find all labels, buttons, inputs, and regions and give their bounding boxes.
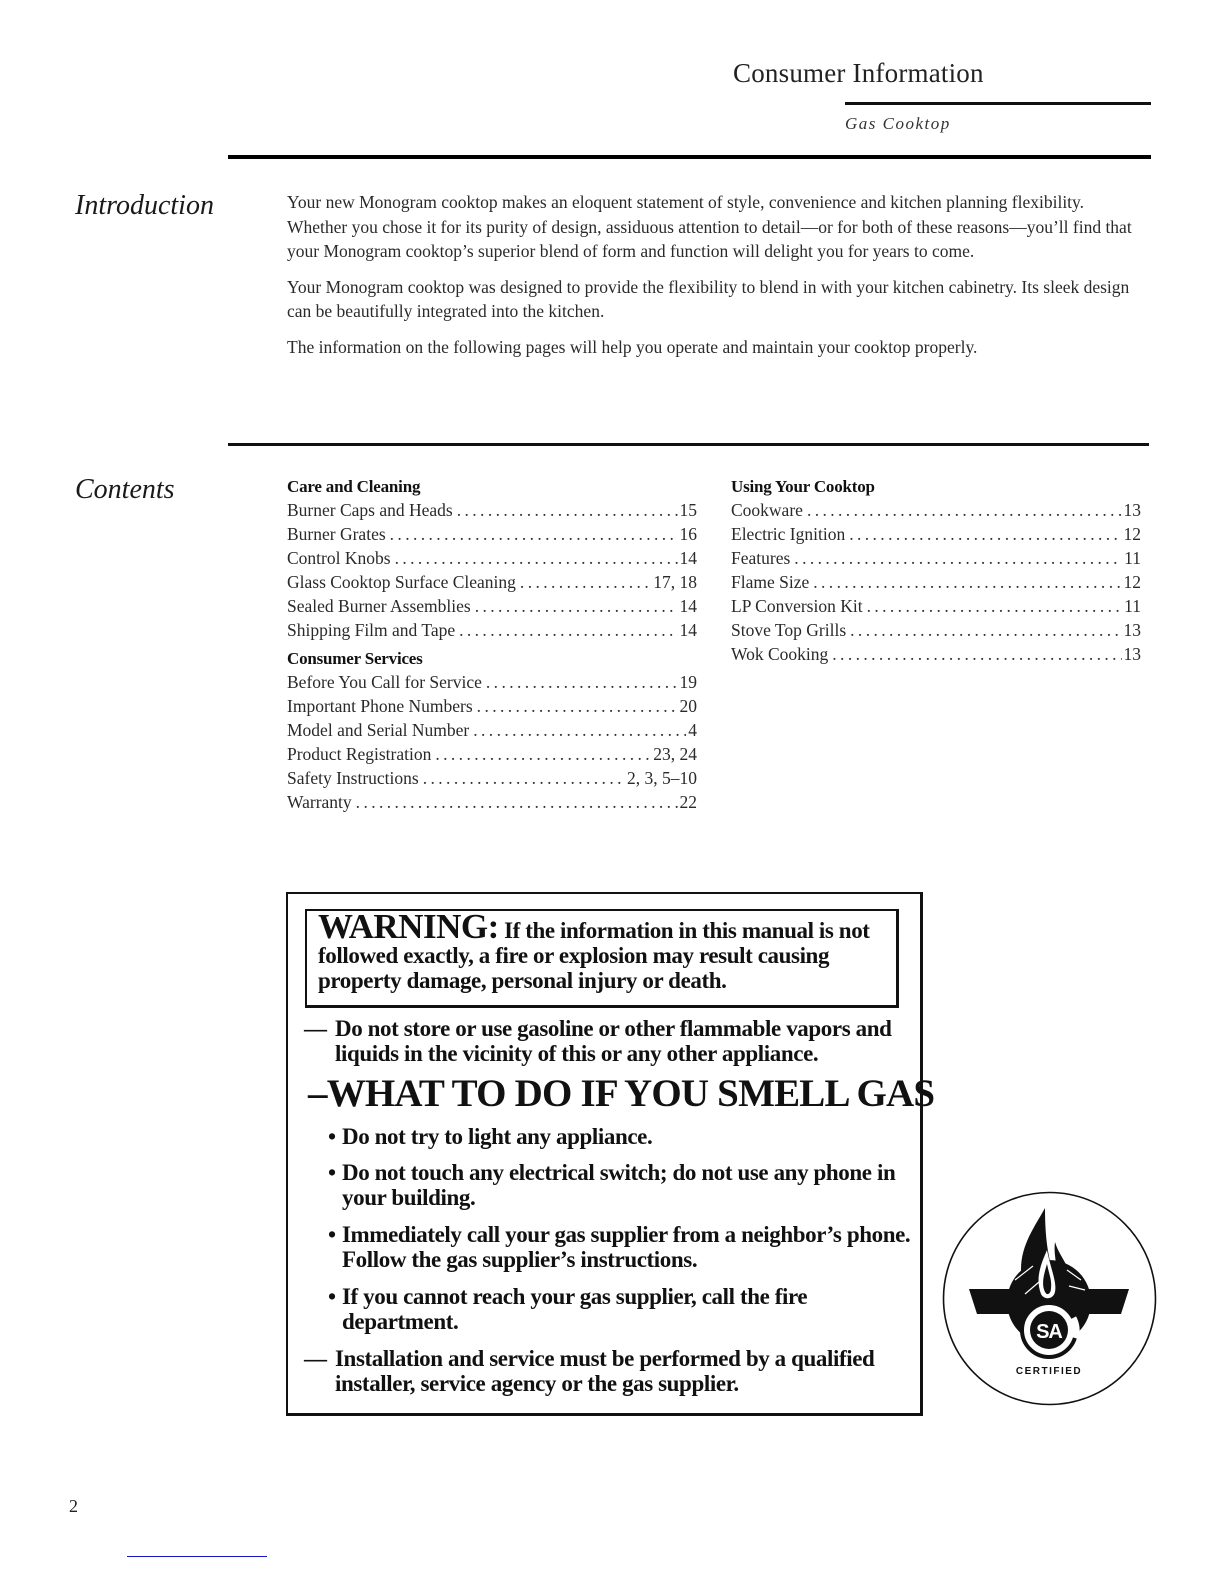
footer-link-underline[interactable]	[127, 1556, 267, 1557]
toc-group-using-cooktop	[731, 476, 1141, 666]
toc-entry-page: 11	[1124, 596, 1141, 616]
toc-entry-page: 13	[1123, 620, 1141, 640]
toc-entry-label: Warranty	[287, 792, 352, 812]
toc-entry-page: 23, 24	[653, 744, 697, 764]
toc-entry[interactable]	[287, 522, 697, 546]
bullet-icon: •	[328, 1160, 336, 1185]
toc-entry[interactable]	[731, 594, 1141, 618]
toc-entry[interactable]	[287, 670, 697, 694]
intro-paragraph: The information on the following pages will help you operate and maintain your cooktop properly.	[287, 336, 978, 357]
toc-entry-label: Cookware	[731, 500, 803, 520]
toc-entry[interactable]	[731, 522, 1141, 546]
toc-entry-page: 14	[679, 548, 697, 568]
smell-gas-bullet	[328, 1160, 918, 1210]
toc-entry-page: 15	[679, 500, 697, 520]
toc-entry[interactable]	[287, 790, 697, 814]
logo-c-gap	[1073, 1318, 1076, 1338]
intro-paragraph: Your new Monogram cooktop makes an eloquent statement of style, convenience and kitchen planning flexibility. Whether you chose it for its purity of design, assiduous attention to detail—or for both of these reasons—you’ll find that your Monogram cooktop’s superior blend of form and function will delight you for years to come.	[287, 192, 1132, 261]
toc-entry-page: 2, 3, 5–10	[627, 768, 697, 788]
dot-leader	[813, 570, 1121, 594]
dot-leader	[794, 546, 1122, 570]
toc-entry-label: Safety Instructions	[287, 768, 419, 788]
toc-entry-page: 13	[1123, 644, 1141, 664]
product-subtitle: Gas Cooktop	[845, 114, 951, 133]
dot-leader	[390, 522, 678, 546]
dot-leader	[850, 618, 1121, 642]
toc-entry-page: 20	[679, 696, 697, 716]
toc-column-right	[731, 476, 1141, 672]
toc-entry-page: 4	[688, 720, 697, 740]
toc-group-title: Care and Cleaning	[287, 477, 421, 496]
contents-heading: Contents	[75, 474, 175, 505]
bullet-text: Do not touch any electrical switch; do not use any phone in your building.	[342, 1160, 896, 1210]
toc-entry-label: Shipping Film and Tape	[287, 620, 456, 640]
warning-label: WARNING:	[318, 907, 499, 946]
toc-entry[interactable]	[731, 546, 1141, 570]
dot-leader	[477, 694, 678, 718]
toc-entry[interactable]	[287, 742, 697, 766]
toc-entry[interactable]	[287, 694, 697, 718]
warning-item-installation	[304, 1346, 914, 1396]
toc-column-left	[287, 476, 697, 820]
toc-entry[interactable]	[287, 498, 697, 522]
toc-entry-label: Burner Grates	[287, 524, 386, 544]
dot-leader	[867, 594, 1123, 618]
toc-entry-page: 14	[679, 596, 697, 616]
toc-entry[interactable]	[287, 594, 697, 618]
toc-entry-label: Before You Call for Service	[287, 672, 482, 692]
toc-entry[interactable]	[287, 618, 697, 642]
dot-leader	[486, 670, 678, 694]
dot-leader	[849, 522, 1121, 546]
intro-paragraph: Your Monogram cooktop was designed to provide the flexibility to blend in with your kitchen cabinetry. Its sleek design can be beautifully integrated into the kitchen.	[287, 276, 1130, 321]
toc-entry-page: 22	[679, 792, 697, 812]
toc-entry-label: LP Conversion Kit	[731, 596, 863, 616]
dot-leader	[457, 498, 678, 522]
toc-entry[interactable]	[731, 618, 1141, 642]
bullet-icon: •	[328, 1124, 336, 1149]
toc-group-title: Using Your Cooktop	[731, 477, 875, 496]
logo-sa-text: SA	[1036, 1321, 1062, 1343]
toc-group-title: Consumer Services	[287, 649, 423, 668]
introduction-body	[287, 190, 1147, 370]
toc-entry-label: Important Phone Numbers	[287, 696, 473, 716]
dot-leader	[356, 790, 678, 814]
warning-item-text: Do not store or use gasoline or other flammable vapors and liquids in the vicinity of this or any other appliance.	[335, 1016, 892, 1066]
bullet-text: If you cannot reach your gas supplier, call the fire department.	[342, 1284, 808, 1334]
dot-leader	[475, 594, 678, 618]
warning-item-text: Installation and service must be performed by a qualified installer, service agency or the gas supplier.	[335, 1346, 875, 1396]
em-dash-marker: —	[304, 1016, 327, 1041]
toc-entry-label: Electric Ignition	[731, 524, 846, 544]
document-section-title: Consumer Information	[733, 58, 984, 88]
toc-entry-label: Glass Cooktop Surface Cleaning	[287, 572, 516, 592]
toc-entry-page: 12	[1123, 572, 1141, 592]
toc-entry-label: Wok Cooking	[731, 644, 829, 664]
toc-entry-page: 19	[679, 672, 697, 692]
toc-entry-page: 16	[679, 524, 697, 544]
toc-group-consumer-services	[287, 648, 697, 814]
csa-certified-icon	[941, 1190, 1158, 1407]
bullet-text: Immediately call your gas supplier from a neighbor’s phone. Follow the gas supplier’s instructions.	[342, 1222, 911, 1272]
toc-entry-label: Flame Size	[731, 572, 810, 592]
toc-entry[interactable]	[731, 642, 1141, 666]
dot-leader	[459, 618, 677, 642]
dot-leader	[435, 742, 651, 766]
toc-entry[interactable]	[731, 498, 1141, 522]
toc-group-care-cleaning	[287, 476, 697, 642]
logo-certified-text: CERTIFIED	[1015, 1366, 1083, 1377]
dot-leader	[807, 498, 1122, 522]
toc-entry-label: Control Knobs	[287, 548, 391, 568]
dot-leader	[832, 642, 1121, 666]
toc-entry-page: 17, 18	[653, 572, 697, 592]
toc-entry[interactable]	[287, 570, 697, 594]
toc-entry-page: 14	[679, 620, 697, 640]
toc-entry[interactable]	[287, 766, 697, 790]
dot-leader	[473, 718, 686, 742]
smell-gas-bullet	[328, 1284, 918, 1334]
smell-gas-heading: –WHAT TO DO IF YOU SMELL GAS	[308, 1072, 935, 1115]
toc-entry-label: Stove Top Grills	[731, 620, 847, 640]
toc-entry[interactable]	[287, 718, 697, 742]
em-dash-marker: —	[304, 1346, 327, 1371]
dot-leader	[423, 766, 625, 790]
dot-leader	[520, 570, 651, 594]
warning-lead-text: If the information in this manual is not followed exactly, a fire or explosion may result causing property damage, personal injury or death.	[318, 918, 870, 993]
toc-entry[interactable]	[731, 570, 1141, 594]
bullet-text: Do not try to light any appliance.	[342, 1124, 653, 1149]
toc-entry-page: 13	[1123, 500, 1141, 520]
toc-entry[interactable]	[287, 546, 697, 570]
dot-leader	[395, 546, 678, 570]
toc-entry-label: Features	[731, 548, 791, 568]
introduction-heading: Introduction	[75, 190, 214, 221]
section-divider	[228, 443, 1149, 446]
toc-entry-page: 11	[1124, 548, 1141, 568]
header-divider	[845, 102, 1151, 105]
warning-statement	[318, 907, 898, 993]
bullet-icon: •	[328, 1284, 336, 1309]
smell-gas-bullet	[328, 1222, 918, 1272]
header-rule	[228, 155, 1151, 159]
toc-entry-page: 12	[1123, 524, 1141, 544]
toc-entry-label: Burner Caps and Heads	[287, 500, 453, 520]
toc-entry-label: Sealed Burner Assemblies	[287, 596, 471, 616]
toc-entry-label: Product Registration	[287, 744, 432, 764]
smell-gas-bullet	[328, 1124, 918, 1149]
page-number: 2	[69, 1496, 78, 1516]
toc-entry-label: Model and Serial Number	[287, 720, 470, 740]
warning-item-flammables	[304, 1016, 914, 1066]
bullet-icon: •	[328, 1222, 336, 1247]
